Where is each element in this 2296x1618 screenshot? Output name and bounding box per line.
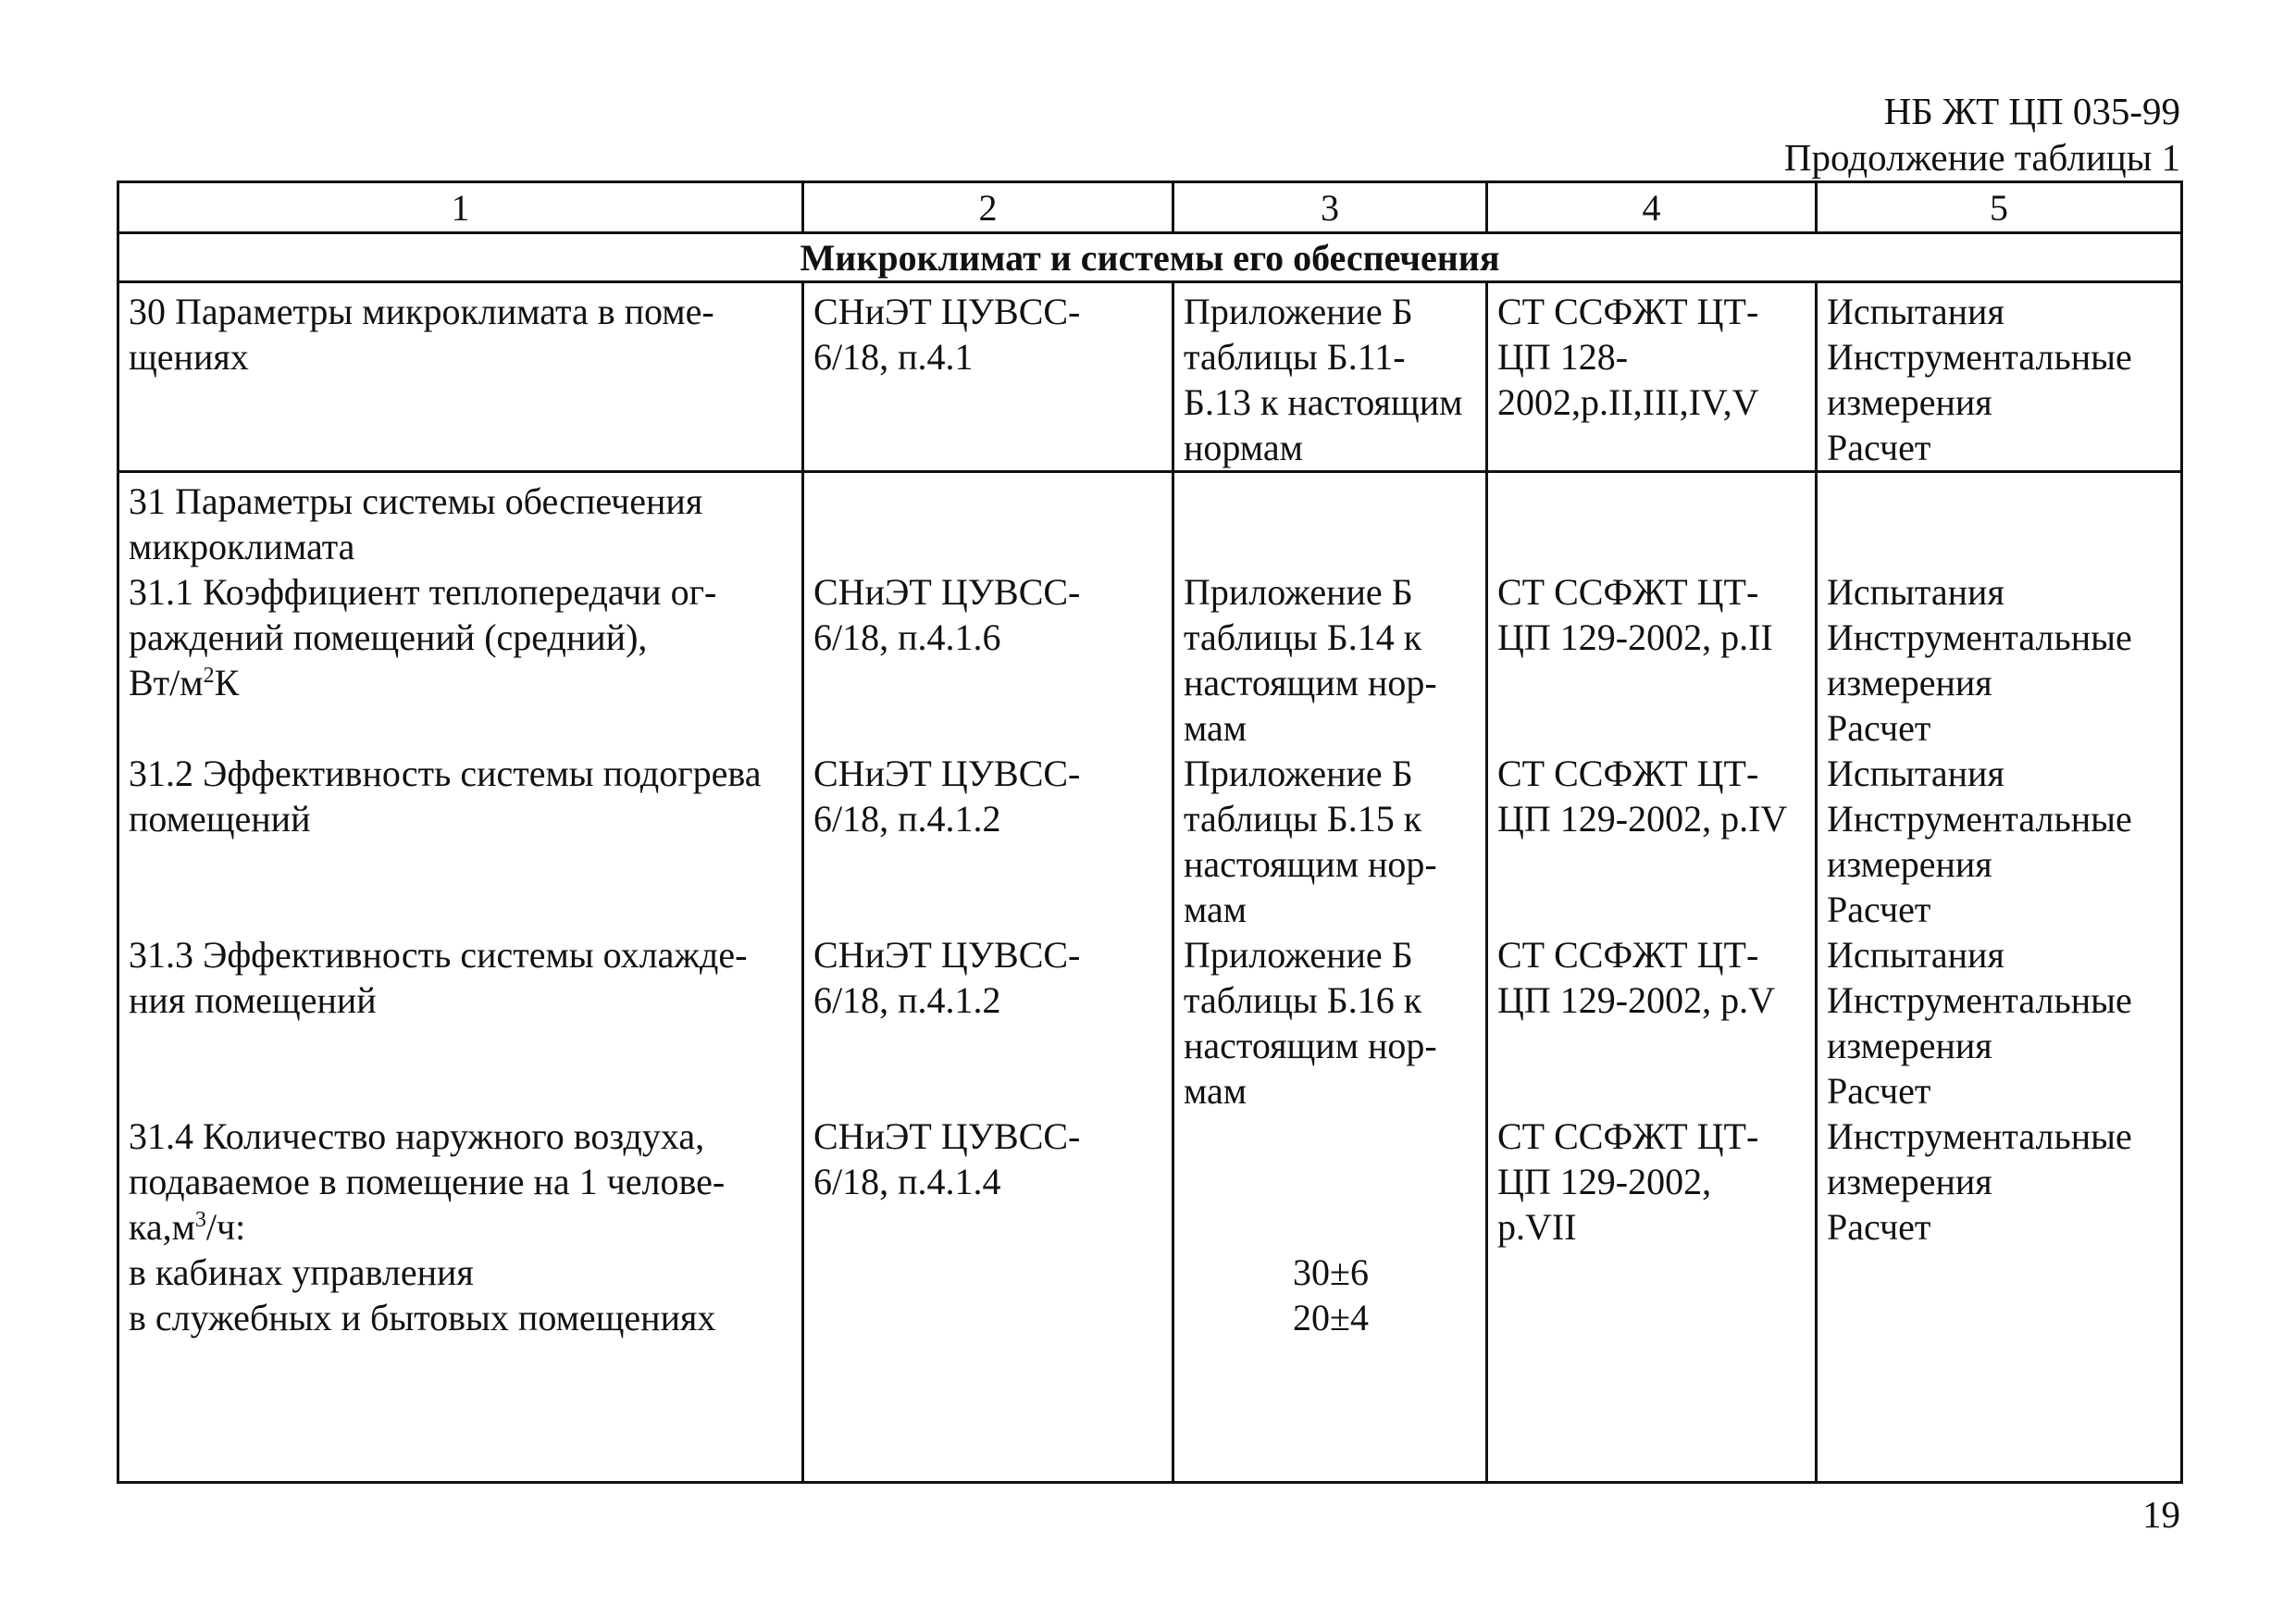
value-text: мам: [1184, 889, 1247, 930]
norm-text: 6/18, п.4.1: [813, 336, 974, 378]
table-continuation-label: Продолжение таблицы 1: [1783, 136, 2180, 179]
method-text: ЦП 129-2002, р.II: [1497, 616, 1773, 658]
value-text: настоящим нор-: [1184, 1025, 1437, 1066]
unit-label: [129, 660, 794, 705]
method-text: ЦП 129-2002,: [1497, 1161, 1712, 1202]
table-bottom-spacer: [118, 1340, 2182, 1483]
parameter-text: щениях: [129, 336, 249, 378]
parameter-text: 31.3 Эффективность системы охлажде-: [129, 934, 748, 976]
column-number: 2: [803, 182, 1173, 233]
value-text: настоящим нор-: [1184, 843, 1437, 885]
method-text: ЦП 129-2002, р.V: [1497, 979, 1775, 1021]
norm-text: СНиЭТ ЦУВСС-: [813, 934, 1081, 976]
verification-text: Инструментальные: [1827, 336, 2132, 378]
verification-cell: [1817, 472, 2182, 1341]
page-number: 19: [2142, 1493, 2180, 1536]
verification-text: Испытания: [1827, 291, 2004, 332]
requirements-table: [117, 180, 2183, 1484]
verification-text: измерения: [1827, 381, 1992, 423]
parameter-text: микроклимата: [129, 526, 355, 567]
parameter-cell: [118, 472, 803, 1341]
parameter-text: 30 Параметры микроклимата в поме-: [129, 291, 714, 332]
table-row: [118, 472, 2182, 1341]
unit-superscript: 3: [194, 1208, 206, 1232]
parameter-text: ния помещений: [129, 979, 377, 1021]
column-number: 3: [1173, 182, 1487, 233]
section-title: Микроклимат и системы его обеспечения: [118, 233, 2182, 282]
column-number-row: [118, 182, 2182, 233]
method-standard-cell: [1487, 282, 1817, 472]
parameter-cell: [118, 282, 803, 472]
parameter-text: 31 Параметры системы обеспечения: [129, 480, 703, 522]
norm-text: СНиЭТ ЦУВСС-: [813, 571, 1081, 613]
sub-item-text: в кабинах управления: [129, 1251, 474, 1293]
verification-text: Расчет: [1827, 1206, 1931, 1248]
unit-superscript: 2: [203, 664, 215, 688]
value-text: таблицы Б.11-: [1184, 336, 1406, 378]
value-text: настоящим нор-: [1184, 662, 1437, 703]
verification-text: измерения: [1827, 843, 1992, 885]
unit-label: [129, 1204, 794, 1250]
verification-text: Расчет: [1827, 427, 1931, 468]
sub-item-text: в служебных и бытовых помещениях: [129, 1297, 716, 1338]
norm-text: 6/18, п.4.1.2: [813, 798, 1001, 840]
value-text: Приложение Б: [1184, 753, 1413, 794]
column-number: 5: [1817, 182, 2182, 233]
value-text: Приложение Б: [1184, 571, 1413, 613]
column-number: 4: [1487, 182, 1817, 233]
unit-base: ка,м: [129, 1206, 195, 1248]
value-cell: [1173, 472, 1487, 1341]
verification-text: Расчет: [1827, 707, 1931, 749]
verification-text: Испытания: [1827, 934, 2004, 976]
value-text: таблицы Б.16 к: [1184, 979, 1422, 1021]
parameter-text: помещений: [129, 798, 311, 840]
value-text: Приложение Б: [1184, 291, 1413, 332]
verification-text: измерения: [1827, 662, 1992, 703]
method-text: 2002,р.II,III,IV,V: [1497, 381, 1759, 423]
value-text: нормам: [1184, 427, 1303, 468]
norm-text: 6/18, п.4.1.2: [813, 979, 1001, 1021]
method-text: СТ ССФЖТ ЦТ-: [1497, 753, 1759, 794]
verification-text: измерения: [1827, 1025, 1992, 1066]
value-text: Б.13 к настоящим: [1184, 381, 1463, 423]
value-cell: [1173, 282, 1487, 472]
verification-text: Испытания: [1827, 753, 2004, 794]
unit-base: Вт/м: [129, 662, 204, 703]
parameter-text: 31.2 Эффективность системы подогрева: [129, 753, 762, 794]
value-text: таблицы Б.14 к: [1184, 616, 1422, 658]
table-row: [118, 282, 2182, 472]
numeric-value: 20±4: [1293, 1297, 1369, 1338]
verification-text: Испытания: [1827, 571, 2004, 613]
norm-text: 6/18, п.4.1.6: [813, 616, 1001, 658]
unit-tail: /ч:: [205, 1206, 246, 1248]
verification-text: Расчет: [1827, 889, 1931, 930]
method-standard-cell: [1487, 472, 1817, 1341]
verification-cell: [1817, 282, 2182, 472]
value-text: таблицы Б.15 к: [1184, 798, 1422, 840]
norm-document-cell: [803, 472, 1173, 1341]
method-text: р.VII: [1497, 1206, 1577, 1248]
method-text: ЦП 129-2002, р.IV: [1497, 798, 1788, 840]
norm-document-cell: [803, 282, 1173, 472]
method-text: СТ ССФЖТ ЦТ-: [1497, 571, 1759, 613]
parameter-text: 31.4 Количество наружного воздуха,: [129, 1115, 705, 1157]
value-text: мам: [1184, 707, 1247, 749]
method-text: СТ ССФЖТ ЦТ-: [1497, 1115, 1759, 1157]
norm-text: 6/18, п.4.1.4: [813, 1161, 1001, 1202]
verification-text: Инструментальные: [1827, 979, 2132, 1021]
verification-text: Инструментальные: [1827, 798, 2132, 840]
parameter-text: 31.1 Коэффициент теплопередачи ог-: [129, 571, 717, 613]
method-text: СТ ССФЖТ ЦТ-: [1497, 291, 1759, 332]
document-code: НБ ЖТ ЦП 035-99: [1883, 90, 2180, 132]
method-text: СТ ССФЖТ ЦТ-: [1497, 934, 1759, 976]
column-number: 1: [118, 182, 803, 233]
section-header-row: [118, 233, 2182, 282]
norm-text: СНиЭТ ЦУВСС-: [813, 1115, 1081, 1157]
verification-text: Расчет: [1827, 1070, 1931, 1112]
norm-text: СНиЭТ ЦУВСС-: [813, 291, 1081, 332]
value-text: мам: [1184, 1070, 1247, 1112]
numeric-value: 30±6: [1293, 1251, 1369, 1293]
verification-text: измерения: [1827, 1161, 1992, 1202]
parameter-text: подаваемое в помещение на 1 челове-: [129, 1161, 726, 1202]
unit-tail: К: [214, 662, 240, 703]
value-text: Приложение Б: [1184, 934, 1413, 976]
method-text: ЦП 128-: [1497, 336, 1629, 378]
verification-text: Инструментальные: [1827, 1115, 2132, 1157]
parameter-text: раждений помещений (средний),: [129, 616, 648, 658]
verification-text: Инструментальные: [1827, 616, 2132, 658]
norm-text: СНиЭТ ЦУВСС-: [813, 753, 1081, 794]
